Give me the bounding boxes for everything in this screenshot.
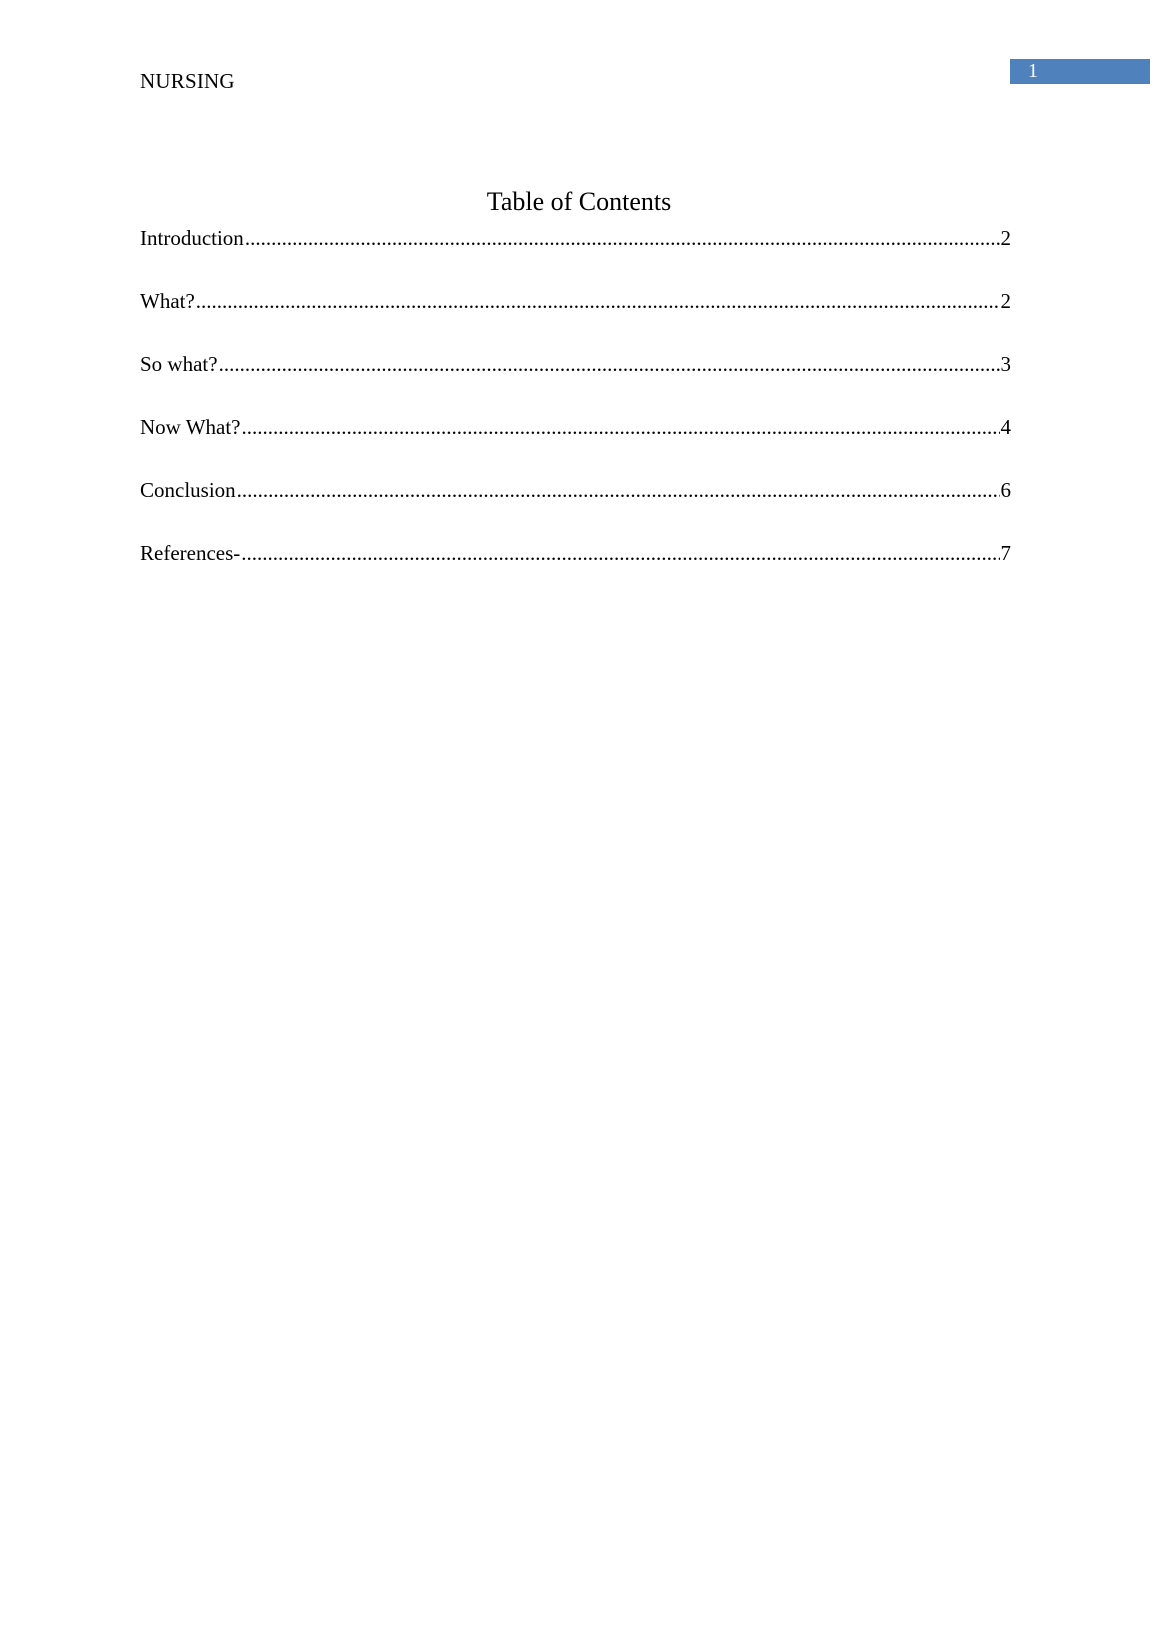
toc-entry-page: 4: [1000, 415, 1011, 439]
toc-entry-label: Conclusion: [140, 478, 236, 502]
toc-entry[interactable]: [140, 287, 1011, 350]
toc-dot-leader: [196, 287, 1000, 315]
toc-entry-page: 3: [1000, 352, 1011, 376]
page-number: 1: [1028, 60, 1038, 82]
toc-dot-leader: [242, 413, 1000, 441]
toc-list: [140, 224, 1011, 602]
toc-title: Table of Contents: [486, 187, 672, 216]
toc-dot-leader: [245, 224, 1000, 252]
toc-entry[interactable]: [140, 476, 1011, 539]
toc-entry-label: What?: [140, 289, 195, 313]
running-head: NURSING: [140, 69, 235, 93]
toc-entry[interactable]: [140, 413, 1011, 476]
toc-entry-label: Introduction: [140, 226, 244, 250]
toc-entry-page: 2: [1000, 289, 1011, 313]
toc-entry-label: Now What?: [140, 415, 241, 439]
toc-entry[interactable]: [140, 539, 1011, 602]
toc-entry-page: 6: [1000, 478, 1011, 502]
toc-entry-page: 7: [1000, 541, 1011, 565]
toc-dot-leader: [241, 539, 999, 567]
toc-dot-leader: [219, 350, 1000, 378]
toc-entry-page: 2: [1000, 226, 1011, 250]
toc-entry[interactable]: [140, 350, 1011, 413]
toc-entry-label: So what?: [140, 352, 218, 376]
toc-dot-leader: [237, 476, 1000, 504]
page-number-badge: [1010, 59, 1150, 84]
toc-entry[interactable]: [140, 224, 1011, 287]
toc-entry-label: References-: [140, 541, 241, 565]
